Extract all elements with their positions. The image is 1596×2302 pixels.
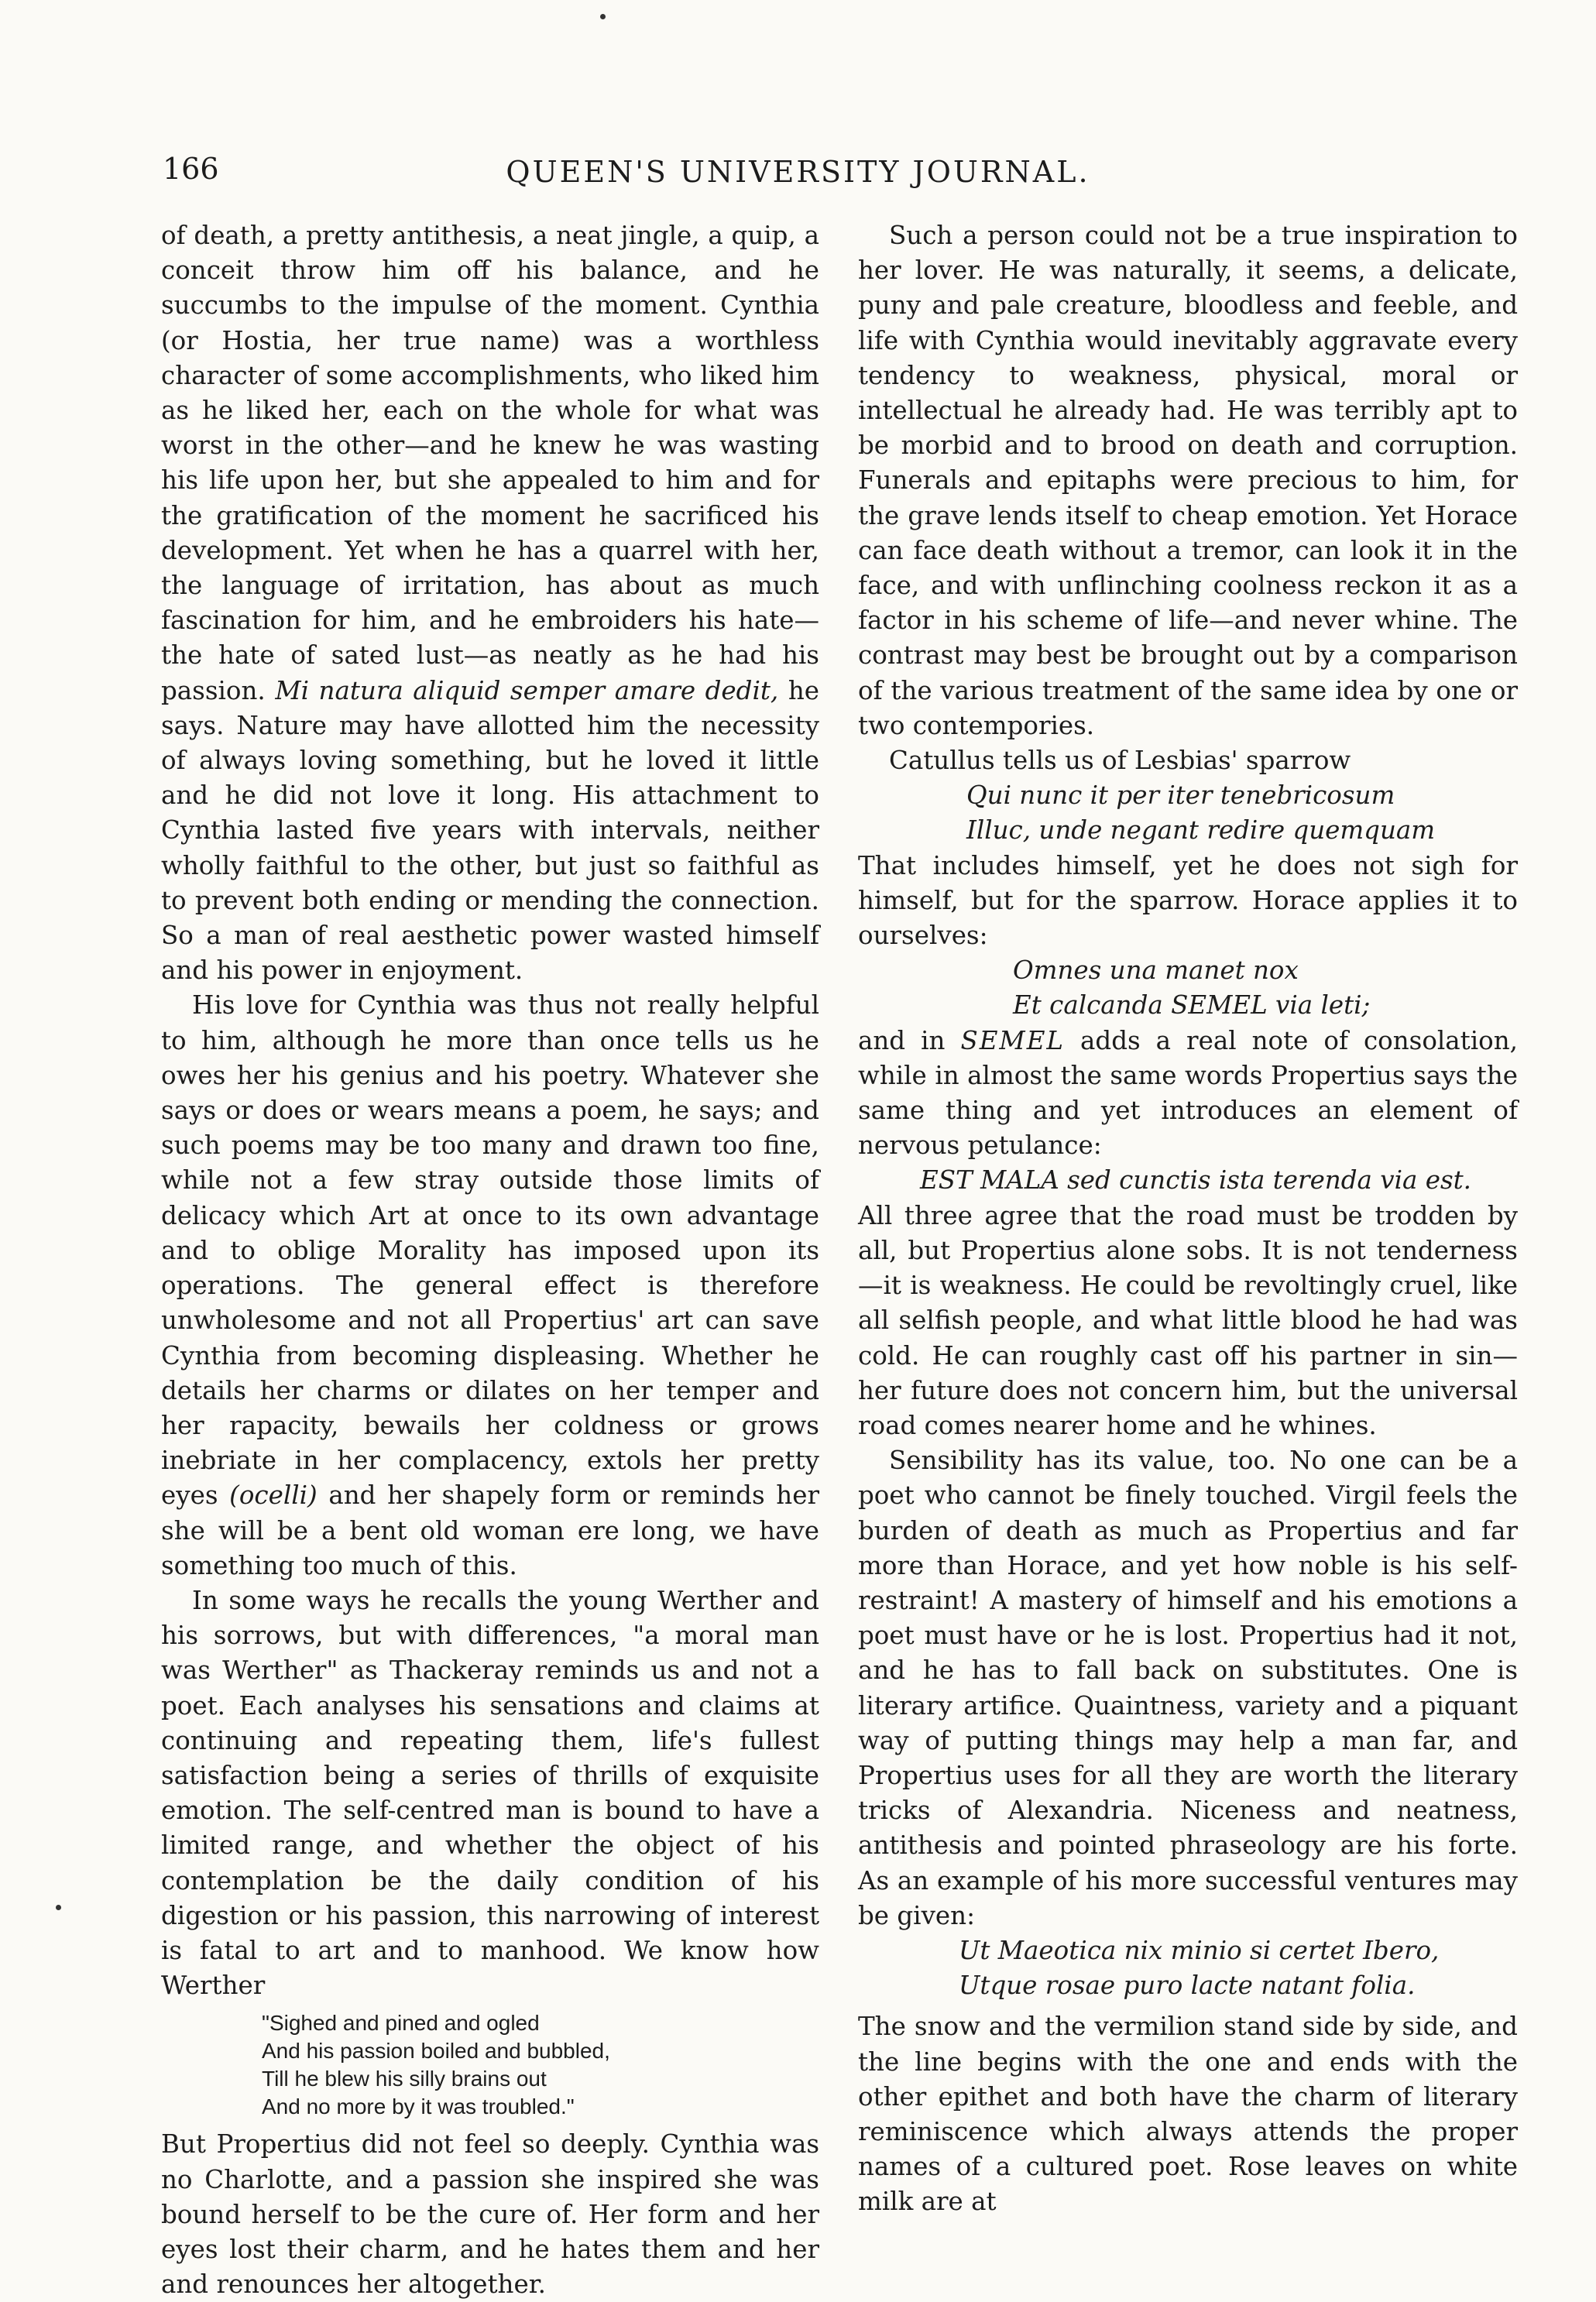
paragraph: In some ways he recalls the young Werther and his sorrows, but with differences, "a moral man was Werther" as Thackeray reminds us and not a poet. Each analyses his sensations and claims at continuing and repeating them, life's fullest satisfaction being a series of thrills of exquisite emotion. The self-centred man is bound to have a limited range, and whether the object of his contemplation be the daily condition of his digestion or his passion, this narrowing of interest is fatal to art and to manhood. We know how Werther bbox=[161, 1585, 819, 2001]
latin-line: Qui nunc it per iter tenebricosum bbox=[966, 780, 1395, 811]
paragraph: Catullus tells us of Lesbias' sparrow bbox=[889, 746, 1351, 776]
paragraph-text: he says. Nature may have allotted him the necessity of always loving something, but he loved it little and he did not love it long. His attachment to Cynthia lasted five years with intervals, neither wholly faithful to the other, but just so faithful as to prevent both ending or mending the connection. So a man of real aesthetic power wasted himself and his power in enjoyment. bbox=[161, 675, 819, 986]
latin-word: (ocelli) bbox=[229, 1480, 317, 1511]
verse-line: "Sighed and pined and ogled bbox=[262, 2011, 540, 2036]
paragraph: All three agree that the road must be trodden by all, but Propertius alone sobs. It is not tenderness—it is weakness. He could be revoltingly cruel, like all selfish people, and what little blood he had was cold. He can roughly cast off his partner in sin—her future does not concern him, but the universal road comes nearer home and he whines. bbox=[858, 1200, 1518, 1440]
paragraph: Such a person could not be a true inspiration to her lover. He was naturally, it seems, a delicate, puny and pale creature, bloodless and feeble, and life with Cynthia would inevitably aggravate every tendency to weakness, physical, moral or intellectual he already had. He was terribly apt to be morbid and to brood on death and corruption. Funerals and epitaphs were precious to him, for the grave lends itself to cheap emotion. Yet Horace can face death without a tremor, can look it in the face, and with unflinching coolness reckon it as a factor in his scheme of life—and never whine. The contrast may best be brought out by a comparison of the various treatment of the same idea by one or two contempories. bbox=[858, 221, 1518, 740]
paragraph: The snow and the vermilion stand side by side, and the line begins with the one and ends with the other epithet and both have the charm of literary reminiscence which always attends the proper names of a cultured poet. Rose leaves on white milk are at bbox=[858, 2012, 1518, 2217]
verse-line: And no more by it was troubled." bbox=[262, 2094, 575, 2119]
paragraph bbox=[858, 1024, 1518, 1164]
right-column bbox=[858, 218, 1518, 2220]
verse-line: Till he blew his silly brains out bbox=[262, 2067, 547, 2091]
paragraph-text: adds a real note of consolation, while in almost the same words Propertius says the same thing and yet introduces an element of nervous petulance: bbox=[858, 1025, 1518, 1161]
paragraph-text: of death, a pretty antithesis, a neat jingle, a quip, a conceit throw him off his balance, and he succumbs to the impulse of the moment. Cynthia (or Hostia, her true name) was a worthless character of some accomplishments, who liked him as he liked her, each on the whole for what was worst in the other—and he knew he was wasting his life upon her, but she appealed to him and for the gratification of the moment he sacrificed his development. Yet when he has a quarrel with her, the language of irritation, has about as much fascination for him, and he embroiders his hate—the hate of sated lust—as neatly as he had his passion. bbox=[161, 221, 819, 705]
paragraph: That includes himself, yet he does not sigh for himself, but for the sparrow. Horace applies it to ourselves: bbox=[858, 850, 1518, 951]
page-number: 166 bbox=[163, 152, 219, 186]
running-head: QUEEN'S UNIVERSITY JOURNAL. bbox=[506, 155, 1090, 189]
paragraph: Sensibility has its value, too. No one can be a poet who cannot be finely touched. Virgil feels the burden of death as much as Propertius and far more than Horace, and yet how noble is his self-restraint! A mastery of himself and his emotions a poet must have or he is lost. Propertius had it not, and he has to fall back on substitutes. One is literary artifice. Quaintness, variety and a piquant way of putting things may help a man far, and Propertius uses for all they are worth the literary tricks of Alexandria. Niceness and neatness, antithesis and pointed phraseology are his forte. As an example of his more successful ventures may be given: bbox=[858, 1446, 1518, 1930]
latin-word: SEMEL bbox=[960, 1025, 1066, 1055]
paragraph bbox=[161, 218, 819, 988]
latin-line: Utque rosae puro lacte natant folia. bbox=[959, 1971, 1416, 2001]
latin-line: Illuc, unde negant redire quemquam bbox=[966, 815, 1436, 846]
paragraph-text: His love for Cynthia was thus not really helpful to him, although he more than once tells us he owes her his genius and his poetry. Whatever she says or does or wears means a poem, he says; and such poems may be too many and drawn too fine, while not a few stray outside those limits of delicacy which Art at once to its own advantage and to oblige Morality has imposed upon its operations. The general effect is therefore unwholesome and not all Propertius' art can save Cynthia from becoming displeasing. Whether he details her charms or dilates on her temper and her rapacity, bewails her coldness or grows inebriate in her complacency, extols her pretty eyes bbox=[161, 990, 819, 1511]
paragraph bbox=[161, 988, 819, 1583]
print-speck bbox=[56, 1905, 61, 1910]
latin-line: Omnes una manet nox bbox=[1013, 955, 1299, 986]
latin-line: Et calcanda SEMEL via leti; bbox=[1013, 990, 1371, 1021]
verse-line: And his passion boiled and bubbled, bbox=[262, 2039, 610, 2064]
left-column bbox=[161, 218, 819, 2302]
paragraph-text: and her shapely form or reminds her she will be a bent old woman ere long, we have something too much of this. bbox=[161, 1480, 819, 1580]
print-speck bbox=[600, 14, 606, 19]
latin-line: EST MALA sed cunctis ista terenda via est. bbox=[920, 1165, 1472, 1196]
paragraph-text: and in bbox=[858, 1025, 946, 1055]
latin-quote: Mi natura aliquid semper amare dedit, bbox=[275, 675, 779, 705]
paragraph: But Propertius did not feel so deeply. Cynthia was no Charlotte, and a passion she inspired she was bound herself to be the cure of. Her form and her eyes lost their charm, and he hates them and her and renounces her altogether. bbox=[161, 2129, 819, 2300]
verse-quote bbox=[262, 2009, 819, 2121]
latin-line: Ut Maeotica nix minio si certet Ibero, bbox=[959, 1935, 1440, 1965]
